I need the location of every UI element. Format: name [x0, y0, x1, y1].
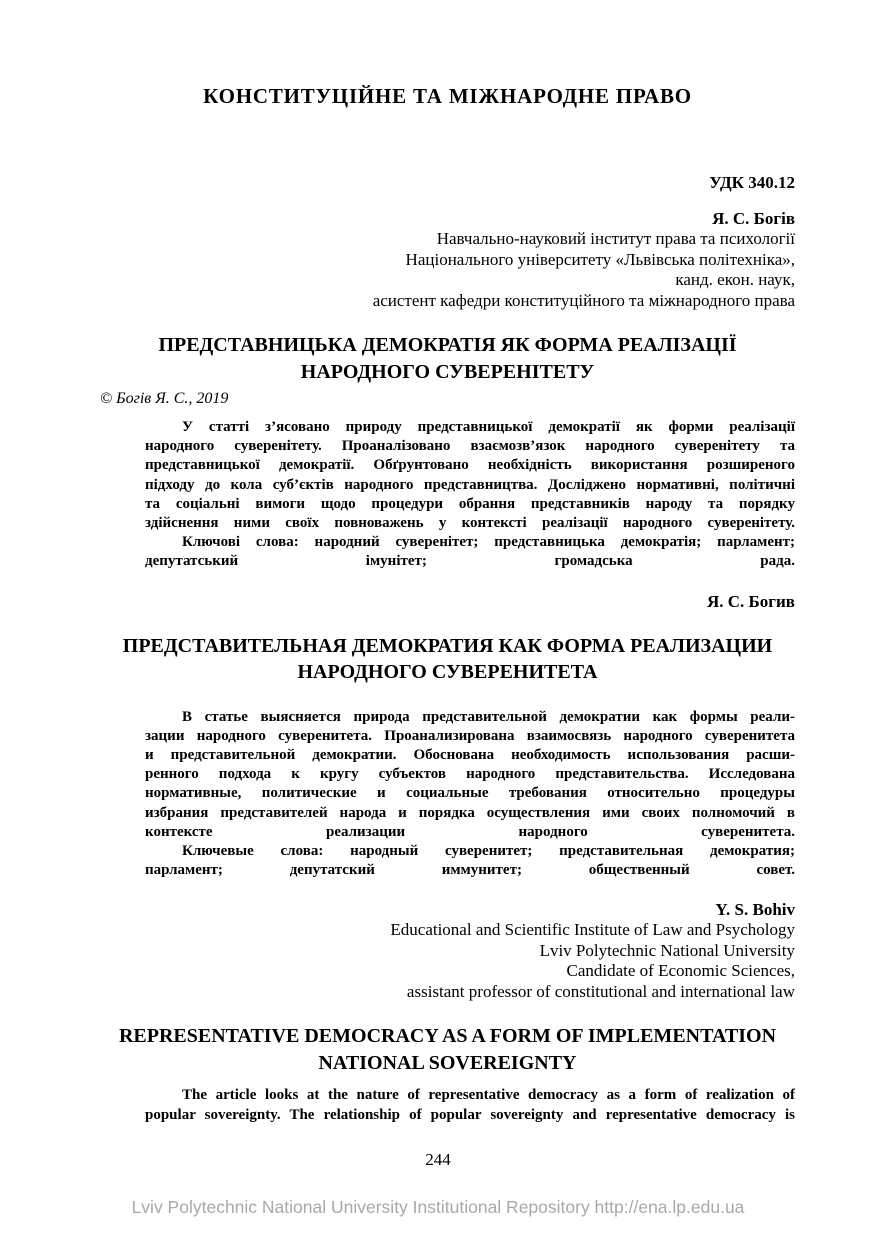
- abstract-ua: [145, 418, 795, 533]
- affiliation-en: [100, 920, 795, 1002]
- text-line: ПРЕДСТАВИТЕЛЬНАЯ ДЕМОКРАТИЯ КАК ФОРМА РЕАЛИЗАЦИИ: [122, 634, 773, 657]
- udc-code: УДК 340.12: [709, 173, 795, 192]
- article-title-ru: [100, 633, 795, 686]
- keywords-ua: [145, 533, 795, 571]
- text-line: Національного університету «Львівська політехніка»,: [405, 249, 795, 269]
- text-line: нормативные, политические и социальные требования относительно процедуры: [145, 785, 795, 802]
- text-line: депутатський імунітет; громадська рада.: [145, 553, 795, 570]
- text-line: ренного подхода к кругу субъектов народного представительства. Исследована: [145, 766, 795, 783]
- text-line: The article looks at the nature of representative democracy as a form of realization of: [182, 1087, 795, 1104]
- repository-footer: Lviv Polytechnic National University Institutional Repository http://ena.lp.edu.ua: [131, 1197, 745, 1217]
- text-line: зации народного суверенитета. Проанализирована взаимосвязь народного суверенитета: [145, 727, 795, 744]
- text-line: У статті з’ясовано природу представницької демократії як форми реалізації: [182, 419, 795, 435]
- text-line: Lviv Polytechnic National University: [539, 940, 795, 960]
- abstract-ru: [145, 708, 795, 842]
- text-line: Candidate of Economic Sciences,: [566, 961, 795, 981]
- text-line: Навчально-науковий інститут права та психології: [436, 229, 795, 248]
- text-line: и представительной демократии. Обоснована необходимость использования расши-: [145, 747, 795, 764]
- abstract-en: [145, 1086, 795, 1124]
- text-line: канд. екон. наук,: [675, 270, 795, 289]
- article-title-en: [100, 1023, 795, 1076]
- text-line: Ключові слова: народний суверенітет; представницька демократія; парламент;: [182, 534, 795, 551]
- page-number: 244: [425, 1150, 451, 1169]
- text-line: Ключевые слова: народный суверенитет; представительная демократия;: [182, 843, 795, 860]
- text-line: REPRESENTATIVE DEMOCRACY AS A FORM OF IMPLEMENTATION: [118, 1025, 777, 1048]
- text-line: народного суверенітету. Проаналізовано взаємозв’язок народного суверенітету та: [145, 438, 795, 455]
- text-line: НАРОДНОГО СУВЕРЕНИТЕТА: [297, 661, 598, 684]
- keywords-ru: [145, 842, 795, 880]
- copyright-line: © Богів Я. С., 2019: [100, 390, 229, 407]
- text-line: асистент кафедри конституційного та міжнародного права: [372, 290, 795, 310]
- text-line: Educational and Scientific Institute of Law and Psychology: [390, 920, 795, 940]
- text-line: підходу до кола суб’єктів народного представництва. Досліджено нормативні, політичні: [145, 476, 795, 493]
- author-name-en: Y. S. Bohiv: [715, 900, 795, 920]
- text-line: NATIONAL SOVEREIGNTY: [318, 1051, 577, 1074]
- affiliation-ua: [100, 229, 795, 311]
- author-name-ru: Я. С. Богив: [707, 591, 795, 611]
- text-line: ПРЕДСТАВНИЦЬКА ДЕМОКРАТІЯ ЯК ФОРМА РЕАЛІЗАЦІЇ: [158, 334, 737, 356]
- text-line: assistant professor of constitutional and international law: [406, 981, 795, 1001]
- text-line: представницької демократії. Обґрунтовано необхідність використання розширеного: [145, 457, 795, 474]
- text-line: В статье выясняется природа представительной демократии как формы реали-: [182, 708, 795, 725]
- text-line: та соціальні вимоги щодо процедури обрання представників народу та порядку: [145, 495, 795, 512]
- text-line: НАРОДНОГО СУВЕРЕНІТЕТУ: [300, 360, 595, 383]
- text-line: здійснення ними своїх повноважень у контексті реалізації народного суверенітету.: [145, 515, 795, 532]
- text-line: контексте реализации народного суверенитета.: [145, 823, 795, 840]
- article-title-ua: [100, 332, 795, 385]
- text-line: popular sovereignty. The relationship of popular sovereignty and representative democracy is: [145, 1106, 795, 1123]
- text-line: избрания представителей народа и порядка осуществления ими своих полномочий в: [145, 804, 795, 821]
- text-line: парламент; депутатский иммунитет; общественный совет.: [145, 862, 795, 879]
- author-name-ua: Я. С. Богів: [712, 209, 795, 228]
- journal-section-header: КОНСТИТУЦІЙНЕ ТА МІЖНАРОДНЕ ПРАВО: [203, 84, 692, 108]
